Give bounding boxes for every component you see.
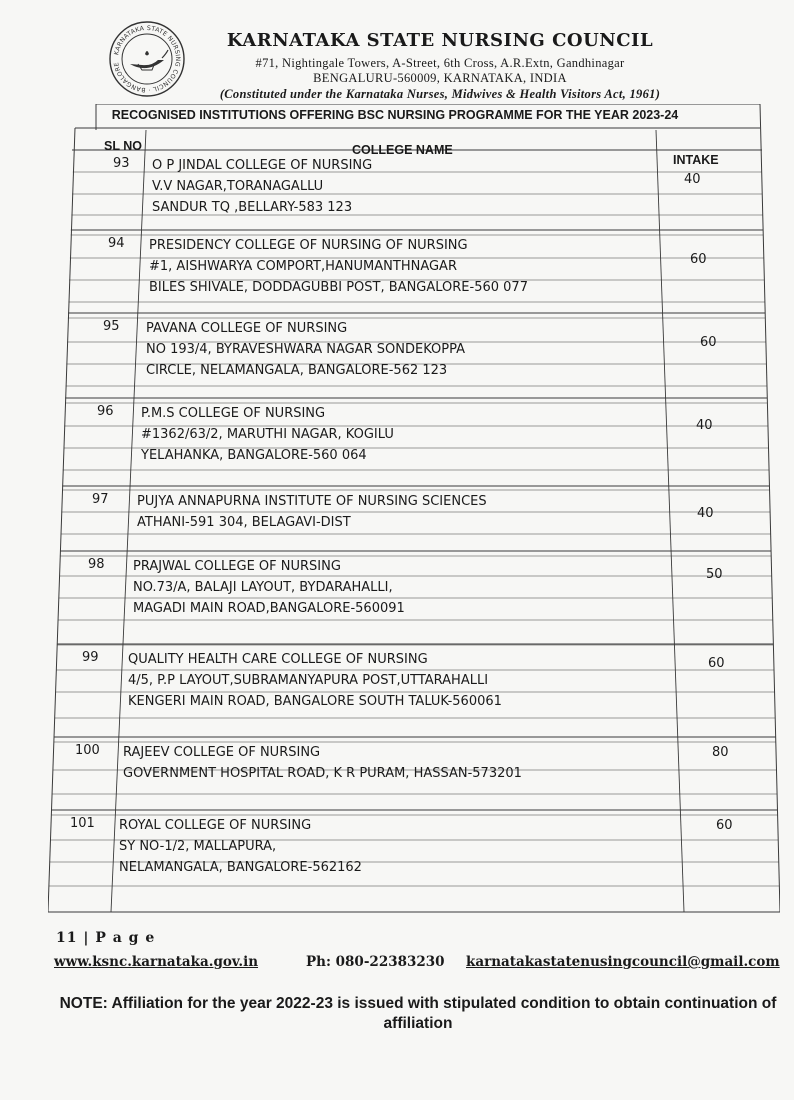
- row-sl-no: 95: [103, 319, 120, 334]
- row-sl-no: 97: [92, 492, 109, 507]
- row-sl-no: 99: [82, 650, 99, 665]
- col-header-intake: INTAKE: [673, 153, 719, 167]
- affiliation-note: NOTE: Affiliation for the year 2022-23 is issued with stipulated condition to obtain continuation of affiliation: [59, 995, 777, 1032]
- row-intake: 80: [712, 745, 729, 760]
- row-college-name: ROYAL COLLEGE OF NURSING: [119, 818, 312, 833]
- row-intake: 60: [708, 656, 725, 671]
- row-college-name: PRAJWAL COLLEGE OF NURSING: [133, 559, 341, 574]
- row-college-address: YELAHANKA, BANGALORE-560 064: [141, 448, 367, 463]
- row-intake: 40: [697, 506, 714, 521]
- website-link[interactable]: www.ksnc.karnataka.gov.in: [54, 954, 259, 970]
- row-college-name: P.M.S COLLEGE OF NURSING: [141, 406, 326, 421]
- row-sl-no: 93: [113, 156, 130, 171]
- row-intake: 60: [700, 335, 717, 350]
- col-header-college-name: COLLEGE NAME: [352, 143, 453, 157]
- row-college-address: #1, AISHWARYA COMPORT,HANUMANTHNAGAR: [149, 259, 457, 274]
- row-college-address: MAGADI MAIN ROAD,BANGALORE-560091: [133, 601, 405, 616]
- row-intake: 60: [690, 252, 707, 267]
- row-college-address: GOVERNMENT HOSPITAL ROAD, K R PURAM, HASSAN-573201: [123, 766, 522, 781]
- row-college-name: PRESIDENCY COLLEGE OF NURSING OF NURSING: [149, 238, 468, 253]
- institutions-table: [48, 104, 780, 914]
- row-intake: 40: [684, 172, 701, 187]
- row-college-name: QUALITY HEALTH CARE COLLEGE OF NURSING: [128, 652, 428, 667]
- row-college-address: #1362/63/2, MARUTHI NAGAR, KOGILU: [141, 427, 394, 442]
- constitution-line: (Constituted under the Karnataka Nurses, Midwives & Health Visitors Act, 1961): [219, 87, 661, 101]
- address-line-2: BENGALURU-560009, KARNATAKA, INDIA: [313, 71, 567, 85]
- table-grid: [48, 104, 780, 914]
- grid-line: [760, 104, 780, 912]
- email-link[interactable]: karnatakastatenusingcouncil@gmail.com: [466, 954, 780, 970]
- row-college-address: CIRCLE, NELAMANGALA, BANGALORE-562 123: [146, 363, 448, 378]
- row-college-address: BILES SHIVALE, DODDAGUBBI POST, BANGALORE-560 077: [149, 280, 528, 295]
- phone-number: Ph: 080-22383230: [306, 954, 445, 970]
- row-college-name: PAVANA COLLEGE OF NURSING: [146, 321, 348, 336]
- row-college-name: PUJYA ANNAPURNA INSTITUTE OF NURSING SCIENCES: [137, 494, 487, 509]
- row-sl-no: 101: [70, 816, 95, 831]
- grid-line: [656, 130, 684, 912]
- row-sl-no: 98: [88, 557, 105, 572]
- row-college-address: NO 193/4, BYRAVESHWARA NAGAR SONDEKOPPA: [146, 342, 465, 357]
- row-intake: 60: [716, 818, 733, 833]
- row-sl-no: 100: [75, 743, 100, 758]
- row-college-address: SY NO-1/2, MALLAPURA,: [119, 839, 277, 854]
- row-college-address: KENGERI MAIN ROAD, BANGALORE SOUTH TALUK-560061: [128, 694, 502, 709]
- col-header-sl-no: SL NO: [104, 139, 142, 153]
- row-college-address: NELAMANGALA, BANGALORE-562162: [119, 860, 362, 875]
- row-college-address: NO.73/A, BALAJI LAYOUT, BYDARAHALLI,: [133, 580, 393, 595]
- row-college-name: RAJEEV COLLEGE OF NURSING: [123, 745, 321, 760]
- row-college-address: SANDUR TQ ,BELLARY-583 123: [152, 200, 353, 215]
- row-college-address: ATHANI-591 304, BELAGAVI-DIST: [137, 515, 351, 530]
- page-number: 11 | P a g e: [56, 930, 156, 946]
- grid-line: [48, 128, 75, 912]
- council-seal-logo: [108, 20, 186, 98]
- row-intake: 40: [696, 418, 713, 433]
- council-title: KARNATAKA STATE NURSING COUNCIL: [226, 30, 654, 51]
- table-caption: RECOGNISED INSTITUTIONS OFFERING BSC NURSING PROGRAMME FOR THE YEAR 2023-24: [111, 108, 679, 122]
- row-intake: 50: [706, 567, 723, 582]
- row-college-name: O P JINDAL COLLEGE OF NURSING: [152, 158, 373, 173]
- row-college-address: 4/5, P.P LAYOUT,SUBRAMANYAPURA POST,UTTARAHALLI: [128, 673, 489, 688]
- svg-text:KARNATAKA STATE NURSING COUNCI: KARNATAKA STATE NURSING COUNCIL · BANGALORE: [113, 24, 182, 94]
- address-line-1: #71, Nightingale Towers, A-Street, 6th Cross, A.R.Extn, Gandhinagar: [255, 56, 625, 70]
- row-sl-no: 96: [97, 404, 114, 419]
- row-sl-no: 94: [108, 236, 125, 251]
- row-college-address: V.V NAGAR,TORANAGALLU: [152, 179, 324, 194]
